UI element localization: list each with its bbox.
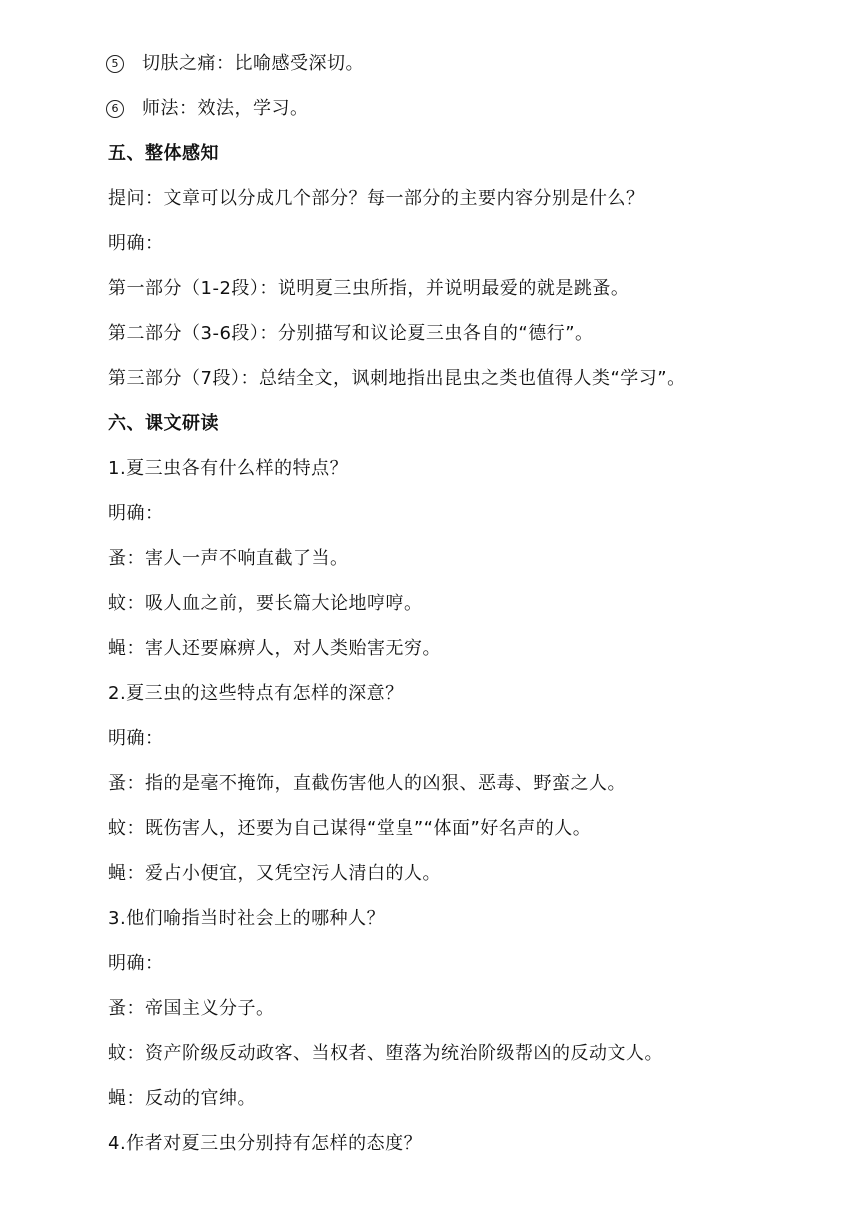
question: 1.夏三虫各有什么样的特点？ [108, 458, 349, 479]
list-item-text: 切肤之痛：比喻感受深切。 [142, 53, 364, 74]
paragraph: 明确： [108, 233, 164, 254]
list-item-text: 师法：效法，学习。 [142, 98, 309, 119]
paragraph: 蝇：爱占小便宜，又凭空污人清白的人。 [108, 863, 441, 884]
paragraph: 第三部分（7段）：总结全文，讽刺地指出昆虫之类也值得人类“学习”。 [108, 368, 686, 389]
paragraph: 蚊：吸人血之前，要长篇大论地哼哼。 [108, 593, 423, 614]
paragraph: 第一部分（1-2段）：说明夏三虫所指，并说明最爱的就是跳蚤。 [108, 278, 630, 299]
list-item [106, 52, 364, 76]
question: 2.夏三虫的这些特点有怎样的深意？ [108, 683, 404, 704]
paragraph: 蚤：指的是毫不掩饰，直截伤害他人的凶狠、恶毒、野蛮之人。 [108, 773, 626, 794]
paragraph: 提问：文章可以分成几个部分？每一部分的主要内容分别是什么？ [108, 188, 645, 209]
paragraph: 第二部分（3-6段）：分别描写和议论夏三虫各自的“德行”。 [108, 323, 594, 344]
paragraph: 蚤：帝国主义分子。 [108, 998, 275, 1019]
paragraph: 蝇：反动的官绅。 [108, 1088, 256, 1109]
paragraph: 蚊：资产阶级反动政客、当权者、堕落为统治阶级帮凶的反动文人。 [108, 1043, 663, 1064]
circled-number: 6 [106, 100, 124, 118]
paragraph: 明确： [108, 953, 164, 974]
paragraph: 蚊：既伤害人，还要为自己谋得“堂皇”“体面”好名声的人。 [108, 818, 592, 839]
paragraph: 明确： [108, 503, 164, 524]
section-heading: 五、整体感知 [108, 143, 219, 164]
paragraph: 蚤：害人一声不响直截了当。 [108, 548, 349, 569]
paragraph: 明确： [108, 728, 164, 749]
section-heading: 六、课文研读 [108, 413, 219, 434]
circled-number: 5 [106, 55, 124, 73]
question: 4.作者对夏三虫分别持有怎样的态度？ [108, 1133, 423, 1154]
list-item [106, 97, 309, 121]
question: 3.他们喻指当时社会上的哪种人？ [108, 908, 386, 929]
paragraph: 蝇：害人还要麻痹人，对人类贻害无穷。 [108, 638, 441, 659]
